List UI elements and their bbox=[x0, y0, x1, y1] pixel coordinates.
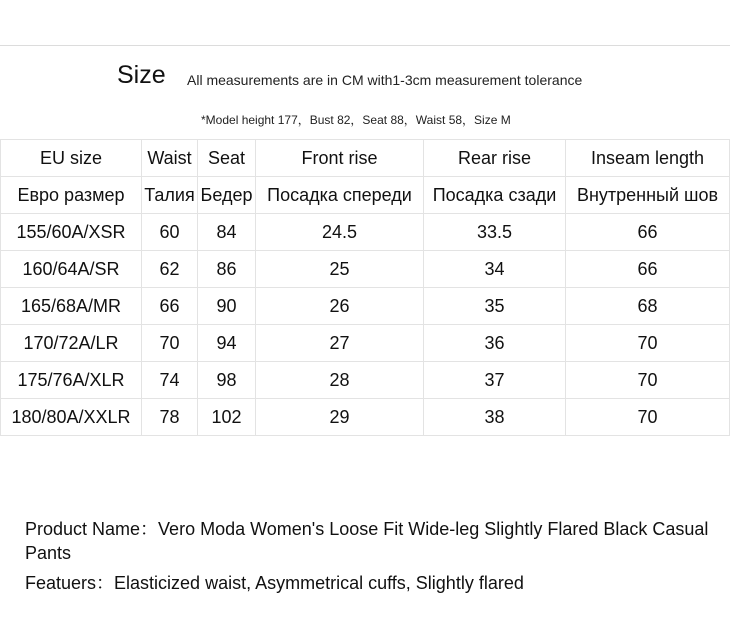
seat-cell: 98 bbox=[198, 362, 256, 399]
inseam-cell: 70 bbox=[566, 399, 730, 436]
size-chart-table bbox=[0, 139, 730, 436]
rear-rise-cell: 37 bbox=[424, 362, 566, 399]
waist-cell: 60 bbox=[142, 214, 198, 251]
waist-cell: 66 bbox=[142, 288, 198, 325]
tolerance-note: All measurements are in CM with1-3cm measurement tolerance bbox=[187, 72, 583, 88]
size-cell: 180/80A/XXLR bbox=[1, 399, 142, 436]
table-row bbox=[1, 325, 730, 362]
table-row bbox=[1, 399, 730, 436]
inseam-cell: 70 bbox=[566, 362, 730, 399]
inseam-cell: 66 bbox=[566, 251, 730, 288]
table-row bbox=[1, 288, 730, 325]
header-cell-eu-size-ru: Евро размер bbox=[1, 177, 142, 214]
inseam-cell: 68 bbox=[566, 288, 730, 325]
size-cell: 170/72A/LR bbox=[1, 325, 142, 362]
seat-cell: 102 bbox=[198, 399, 256, 436]
size-cell: 165/68A/MR bbox=[1, 288, 142, 325]
header-cell-waist: Waist bbox=[142, 140, 198, 177]
rear-rise-cell: 33.5 bbox=[424, 214, 566, 251]
waist-cell: 78 bbox=[142, 399, 198, 436]
header-cell-seat-ru: Бедер bbox=[198, 177, 256, 214]
rear-rise-cell: 38 bbox=[424, 399, 566, 436]
rear-rise-cell: 35 bbox=[424, 288, 566, 325]
header-cell-waist-ru: Талия bbox=[142, 177, 198, 214]
size-cell: 160/64A/SR bbox=[1, 251, 142, 288]
front-rise-cell: 24.5 bbox=[256, 214, 424, 251]
product-features: Featuers：Elasticized waist, Asymmetrical cuffs, Slightly flared bbox=[25, 573, 524, 593]
product-name: Product Name：Vero Moda Women's Loose Fit Wide-leg Slightly Flared Black Casual Pants bbox=[25, 519, 709, 563]
header-row-english bbox=[1, 140, 730, 177]
model-note: *Model height 177，Bust 82，Seat 88，Waist 58，Size M bbox=[201, 113, 511, 127]
table-row bbox=[1, 251, 730, 288]
header-cell-rear-rise: Rear rise bbox=[424, 140, 566, 177]
front-rise-cell: 28 bbox=[256, 362, 424, 399]
front-rise-cell: 29 bbox=[256, 399, 424, 436]
header-cell-inseam-length-ru: Внутренный шов bbox=[566, 177, 730, 214]
header-cell-front-rise-ru: Посадка спереди bbox=[256, 177, 424, 214]
rear-rise-cell: 34 bbox=[424, 251, 566, 288]
header-cell-rear-rise-ru: Посадка сзади bbox=[424, 177, 566, 214]
front-rise-cell: 26 bbox=[256, 288, 424, 325]
waist-cell: 62 bbox=[142, 251, 198, 288]
header-cell-inseam-length: Inseam length bbox=[566, 140, 730, 177]
rear-rise-cell: 36 bbox=[424, 325, 566, 362]
front-rise-cell: 25 bbox=[256, 251, 424, 288]
header-cell-eu-size: EU size bbox=[1, 140, 142, 177]
seat-cell: 86 bbox=[198, 251, 256, 288]
size-heading: Size bbox=[117, 61, 166, 89]
seat-cell: 84 bbox=[198, 214, 256, 251]
seat-cell: 90 bbox=[198, 288, 256, 325]
inseam-cell: 66 bbox=[566, 214, 730, 251]
front-rise-cell: 27 bbox=[256, 325, 424, 362]
top-divider bbox=[0, 45, 730, 46]
size-cell: 175/76A/XLR bbox=[1, 362, 142, 399]
inseam-cell: 70 bbox=[566, 325, 730, 362]
size-cell: 155/60A/XSR bbox=[1, 214, 142, 251]
header-cell-front-rise: Front rise bbox=[256, 140, 424, 177]
seat-cell: 94 bbox=[198, 325, 256, 362]
header-row-russian bbox=[1, 177, 730, 214]
table-row bbox=[1, 214, 730, 251]
waist-cell: 70 bbox=[142, 325, 198, 362]
header-cell-seat: Seat bbox=[198, 140, 256, 177]
table-row bbox=[1, 362, 730, 399]
waist-cell: 74 bbox=[142, 362, 198, 399]
